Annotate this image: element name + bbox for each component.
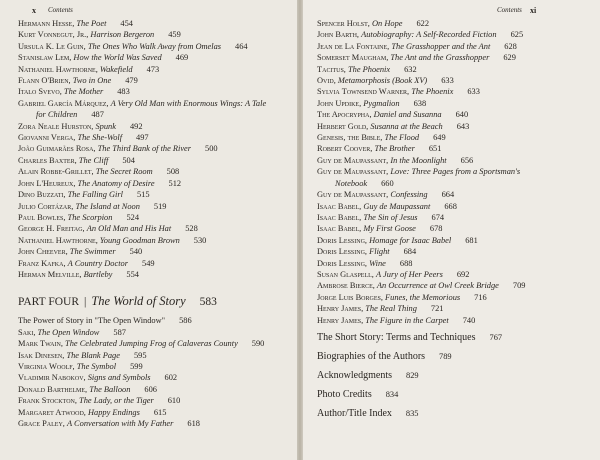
back-matter-sections — [317, 331, 594, 421]
right-page — [303, 0, 600, 460]
toc-entry-author: Sylvia Townsend Warner, — [317, 87, 410, 97]
toc-entry — [18, 52, 289, 63]
toc-entry-page: 678 — [429, 224, 443, 234]
part-separator: | — [84, 296, 87, 309]
toc-entry-author: Virginia Woolf, — [18, 361, 75, 371]
toc-entry-page: 519 — [153, 201, 167, 211]
toc-entry-page: 512 — [168, 178, 182, 188]
toc-entry-page: 483 — [117, 87, 130, 97]
toc-entry — [317, 269, 594, 280]
toc-entry — [18, 269, 289, 280]
toc-entry-title: The Figure in the Carpet — [365, 315, 449, 325]
toc-entry-author: Frank Stockton, — [18, 396, 77, 406]
toc-entry-author: Paul Bowles, — [18, 212, 66, 222]
toc-entry-page: 492 — [129, 121, 143, 131]
toc-entry-page: 643 — [456, 121, 470, 131]
toc-entry-title: Wine — [369, 258, 386, 268]
toc-entry-title: Signs and Symbols — [87, 373, 151, 383]
right-page-number: xi — [530, 6, 537, 15]
part-label: PART FOUR — [18, 296, 79, 309]
toc-entry-page: 660 — [381, 178, 394, 188]
toc-entry — [18, 189, 289, 200]
toc-list-left-bottom — [18, 327, 289, 430]
toc-entry-page: 497 — [136, 133, 149, 143]
toc-entry-author: Flann O'Brien, — [18, 76, 71, 86]
toc-entry-title: The Flood — [384, 133, 420, 143]
toc-entry-author: Susan Glaspell, — [317, 269, 374, 279]
back-matter-section — [317, 388, 594, 402]
left-running-head: Contents — [48, 6, 73, 14]
toc-entry-author: Guy de Maupassant, — [317, 167, 389, 177]
toc-entry-author: Tacitus, — [317, 64, 346, 74]
toc-entry-page: 638 — [413, 98, 427, 108]
toc-entry-title: The Grasshopper and the Ant — [391, 41, 491, 51]
toc-entry-page: 595 — [133, 350, 147, 360]
toc-entry-author: Zora Neale Hurston, — [18, 121, 94, 131]
back-matter-section — [317, 331, 594, 345]
toc-entry-page: 610 — [167, 396, 181, 406]
toc-entry-page: 628 — [504, 41, 517, 51]
part-intro-entry — [18, 315, 289, 326]
toc-entry-page: 625 — [510, 30, 524, 40]
toc-entry-page: 587 — [113, 327, 126, 337]
toc-entry-author: John L'Heureux, — [18, 178, 76, 188]
toc-entry-continuation — [317, 178, 594, 189]
toc-entry-author: Guy de Maupassant, — [317, 190, 389, 200]
toc-entry-page: 454 — [120, 19, 133, 28]
toc-entry-page: 473 — [146, 64, 160, 74]
toc-entry-author: Alain Robbe-Grillet, — [18, 167, 94, 177]
toc-entry — [18, 235, 289, 246]
toc-entry-title: Homage for Isaac Babel — [369, 235, 452, 245]
section-page: 829 — [406, 370, 419, 380]
toc-entry-author: Saki, — [18, 327, 36, 337]
toc-entry-title: Pygmalion — [363, 98, 400, 108]
toc-entry-page: 709 — [512, 281, 526, 291]
section-label: Acknowledgments — [317, 369, 392, 381]
toc-entry — [18, 212, 289, 223]
toc-entry — [18, 132, 289, 143]
toc-entry-page: 721 — [430, 304, 444, 314]
toc-entry-author: Hermann Hesse, — [18, 19, 75, 28]
toc-entry-title: Bartleby — [83, 269, 113, 279]
toc-entry — [317, 155, 594, 166]
toc-entry — [18, 29, 289, 40]
toc-entry — [18, 395, 289, 406]
toc-entry-author: Nathaniel Hawthorne, — [18, 235, 98, 245]
intro-title: The Power of Story in "The Open Window" — [18, 316, 166, 326]
toc-entry — [317, 109, 594, 120]
toc-entry-title: The Celebrated Jumping Frog of Calaveras County — [65, 339, 238, 349]
toc-entry — [317, 280, 594, 291]
toc-entry — [317, 132, 594, 143]
toc-entry-author: Grace Paley, — [18, 419, 65, 428]
toc-entry-author: Guy de Maupassant, — [317, 155, 389, 165]
toc-entry — [18, 361, 289, 372]
toc-entry — [18, 178, 289, 189]
toc-entry — [18, 98, 289, 121]
part-page: 583 — [199, 296, 217, 309]
toc-entry-title: Love: Three Pages from a Sportsman's — [390, 167, 521, 177]
toc-entry-author: John Barth, — [317, 30, 360, 40]
toc-entry-page: 469 — [175, 53, 189, 63]
toc-entry-page: 681 — [465, 235, 478, 245]
toc-entry-page: 674 — [431, 212, 445, 222]
toc-entry-author: Somerset Maugham, — [317, 53, 389, 63]
toc-entry — [18, 407, 289, 418]
toc-entry-title: In the Moonlight — [390, 155, 447, 165]
toc-entry — [18, 86, 289, 97]
toc-entry-title: The Phoenix — [347, 64, 391, 74]
toc-entry — [18, 155, 289, 166]
toc-entry-page: 633 — [467, 87, 480, 97]
toc-entry-page: 656 — [460, 155, 474, 165]
toc-entry-page: 622 — [416, 19, 430, 28]
toc-entry — [18, 41, 289, 52]
toc-entry-page: 479 — [125, 76, 138, 86]
toc-entry-title: The Symbol — [76, 361, 117, 371]
toc-entry-author: Dino Buzzati, — [18, 190, 66, 200]
toc-entry-author: Ovid, — [317, 76, 336, 86]
toc-entry — [18, 327, 289, 338]
toc-entry-page: 464 — [235, 41, 248, 51]
toc-entry-title: The Brother — [374, 144, 415, 154]
toc-entry — [18, 258, 289, 269]
toc-entry-author: Isak Dinesen, — [18, 350, 65, 360]
toc-entry-author: Doris Lessing, — [317, 258, 368, 268]
section-page: 834 — [385, 389, 399, 399]
toc-entry — [317, 212, 594, 223]
section-page: 767 — [489, 332, 503, 342]
toc-entry-page: 668 — [444, 201, 457, 211]
section-label: Author/Title Index — [317, 407, 392, 419]
toc-entry-author: Vladimir Nabokov, — [18, 373, 86, 383]
toc-entry-title: The Cliff — [78, 155, 109, 165]
right-running-head: Contents — [497, 6, 522, 14]
toc-entry — [317, 41, 594, 52]
toc-entry-title: The Lady, or the Tiger — [79, 396, 154, 406]
toc-entry-page: 615 — [153, 407, 167, 417]
toc-entry-author: Doris Lessing, — [317, 235, 368, 245]
toc-entry-title: The Swimmer — [69, 247, 116, 257]
toc-entry-author: Gabriel García Márquez, — [18, 98, 109, 108]
toc-entry-title: The Open Window — [37, 327, 100, 337]
toc-entry — [317, 292, 594, 303]
toc-entry-author: Spencer Holst, — [317, 19, 370, 28]
toc-entry — [317, 143, 594, 154]
toc-entry-author: The Apocrypha, — [317, 110, 372, 120]
toc-entry-author: João Guimarães Rosa, — [18, 144, 96, 154]
toc-entry — [18, 201, 289, 212]
toc-entry-author: Kurt Vonnegut, Jr., — [18, 30, 89, 40]
toc-entry-author: Genesis, the Bible, — [317, 133, 383, 143]
toc-entry-author: Jean de La Fontaine, — [317, 41, 390, 51]
toc-entry-title: The Secret Room — [95, 167, 153, 177]
toc-entry-title: An Old Man and His Hat — [86, 224, 172, 234]
toc-entry — [317, 121, 594, 132]
toc-entry-title: The Third Bank of the River — [97, 144, 192, 154]
toc-entry-author: Isaac Babel, — [317, 201, 362, 211]
intro-page: 586 — [179, 316, 192, 326]
toc-entry-title: The Real Thing — [365, 304, 417, 314]
toc-entry-page: 692 — [456, 269, 470, 279]
toc-entry-page: 549 — [142, 258, 155, 268]
toc-entry-title: Two in One — [72, 76, 112, 86]
left-page — [0, 0, 297, 460]
right-page-header — [317, 6, 594, 18]
toc-entry-title: A Jury of Her Peers — [376, 269, 443, 279]
toc-entry — [317, 166, 594, 189]
toc-entry-title: The Balloon — [89, 384, 131, 394]
toc-entry-title: My First Goose — [363, 224, 416, 234]
toc-entry-page: 599 — [130, 361, 143, 371]
section-label: The Short Story: Terms and Techniques — [317, 331, 476, 343]
toc-entry-author: Doris Lessing, — [317, 247, 368, 257]
toc-entry-page: 629 — [503, 53, 516, 63]
toc-entry-title: The Blank Page — [66, 350, 120, 360]
toc-entry — [317, 315, 594, 326]
toc-entry-author: John Cheever, — [18, 247, 68, 257]
toc-entry-title: How the World Was Saved — [73, 53, 162, 63]
toc-entry — [317, 75, 594, 86]
toc-entry-title: The Scorpion — [67, 212, 113, 222]
toc-entry-title: Autobiography: A Self-Recorded Fiction — [361, 30, 497, 40]
toc-entry-page: 684 — [403, 247, 417, 257]
toc-entry-continuation — [18, 109, 289, 120]
toc-entry-page: 716 — [474, 292, 487, 302]
section-label: Biographies of the Authors — [317, 350, 426, 362]
toc-list-left-top — [18, 18, 289, 280]
toc-entry — [18, 384, 289, 395]
toc-entry-title: Metamorphosis (Book XV) — [337, 76, 428, 86]
toc-entry — [317, 18, 594, 29]
toc-entry-page: 618 — [187, 419, 200, 428]
toc-entry — [18, 121, 289, 132]
toc-entry-title: Flight — [369, 247, 390, 257]
toc-entry-page: 508 — [166, 167, 180, 177]
toc-entry-page: 530 — [193, 235, 207, 245]
toc-entry — [18, 75, 289, 86]
toc-entry — [18, 18, 289, 29]
toc-entry — [317, 258, 594, 269]
toc-entry — [317, 29, 594, 40]
toc-entry-page: 504 — [122, 155, 135, 165]
toc-entry-author: Italo Svevo, — [18, 87, 62, 97]
toc-entry-author: Stanislaw Lem, — [18, 53, 72, 63]
toc-entry-page: 554 — [126, 269, 139, 279]
toc-list-right — [317, 18, 594, 326]
toc-entry-page: 487 — [91, 110, 104, 120]
toc-entry — [317, 98, 594, 109]
toc-entry — [18, 246, 289, 257]
toc-entry — [18, 143, 289, 154]
toc-entry — [317, 246, 594, 257]
left-page-number: x — [32, 6, 36, 15]
toc-entry-author: Henry James, — [317, 315, 364, 325]
toc-entry — [317, 201, 594, 212]
toc-entry-author: Henry James, — [317, 304, 364, 314]
toc-entry — [317, 223, 594, 234]
toc-entry — [317, 86, 594, 97]
toc-entry-title: Young Goodman Brown — [99, 235, 180, 245]
toc-entry-page: 688 — [399, 258, 413, 268]
toc-entry-title: A Very Old Man with Enormous Wings: A Tale — [110, 98, 267, 108]
part-title: The World of Story — [91, 294, 186, 309]
toc-entry-page: 606 — [144, 384, 157, 394]
toc-entry — [317, 303, 594, 314]
toc-entry-author: Nathaniel Hawthorne, — [18, 64, 98, 74]
toc-entry-page: 740 — [462, 315, 476, 325]
toc-entry-author: George H. Freitag, — [18, 224, 85, 234]
toc-entry-page: 633 — [441, 76, 454, 86]
toc-entry-title: Confessing — [390, 190, 428, 200]
toc-entry-title: The Poet — [76, 19, 107, 28]
toc-entry-author: Franz Kafka, — [18, 258, 66, 268]
toc-entry-title: The She-Wolf — [77, 133, 123, 143]
toc-entry — [18, 350, 289, 361]
toc-entry-author: Robert Coover, — [317, 144, 373, 154]
back-matter-section — [317, 350, 594, 364]
toc-entry — [18, 223, 289, 234]
toc-entry-title-cont: for Children — [36, 110, 78, 120]
toc-entry-author: Julio Cortázar, — [18, 201, 74, 211]
toc-entry-title: A Country Doctor — [67, 258, 128, 268]
back-matter-section — [317, 369, 594, 383]
toc-entry-title: Happy Endings — [87, 407, 140, 417]
toc-entry-author: Ambrose Bierce, — [317, 281, 375, 291]
toc-entry-author: Giovanni Verga, — [18, 133, 76, 143]
left-page-header — [18, 6, 289, 18]
toc-entry-title: The Ant and the Grasshopper — [390, 53, 490, 63]
toc-entry-title: Spunk — [95, 121, 116, 131]
toc-entry-page: 515 — [136, 190, 150, 200]
toc-entry-title: The Phoenix — [411, 87, 454, 97]
toc-entry — [18, 338, 289, 349]
toc-entry — [18, 166, 289, 177]
toc-entry-page: 602 — [164, 373, 178, 383]
toc-entry-title: Guy de Maupassant — [363, 201, 431, 211]
toc-entry-author: Herman Melville, — [18, 269, 82, 279]
toc-entry-page: 528 — [185, 224, 198, 234]
toc-entry-page: 524 — [126, 212, 139, 222]
toc-entry-title: The Anatomy of Desire — [77, 178, 155, 188]
toc-entry-page: 500 — [205, 144, 218, 154]
toc-entry — [317, 64, 594, 75]
toc-entry-page: 664 — [441, 190, 455, 200]
toc-entry-title: A Conversation with My Father — [67, 419, 174, 428]
toc-entry-author: Isaac Babel, — [317, 224, 362, 234]
toc-entry-author: Jorge Luis Borges, — [317, 292, 383, 302]
toc-entry-title: The Island at Noon — [75, 201, 140, 211]
toc-entry-author: Margaret Atwood, — [18, 407, 86, 417]
toc-entry-page: 632 — [404, 64, 417, 74]
toc-entry-author: John Updike, — [317, 98, 362, 108]
toc-entry-author: Charles Baxter, — [18, 155, 77, 165]
toc-entry — [317, 52, 594, 63]
toc-entry-title: Wakefield — [99, 64, 133, 74]
toc-entry-title: Susanna at the Beach — [370, 121, 443, 131]
toc-entry-page: 649 — [433, 133, 446, 143]
toc-entry-author: Mark Twain, — [18, 339, 63, 349]
toc-entry-title: The Falling Girl — [67, 190, 123, 200]
toc-entry-page: 590 — [251, 339, 265, 349]
toc-entry-title-cont: Notebook — [335, 178, 368, 188]
toc-entry-page: 540 — [129, 247, 143, 257]
toc-entry-author: Herbert Gold, — [317, 121, 369, 131]
toc-entry-title: The Ones Who Walk Away from Omelas — [87, 41, 222, 51]
part-heading — [18, 294, 289, 309]
toc-entry — [18, 418, 289, 429]
toc-entry-title: Daniel and Susanna — [373, 110, 442, 120]
toc-entry-title: The Sin of Jesus — [363, 212, 418, 222]
toc-entry-title: On Hope — [372, 19, 403, 28]
section-page: 789 — [439, 351, 452, 361]
section-page: 835 — [405, 408, 419, 418]
back-matter-section — [317, 407, 594, 421]
toc-entry-title: The Mother — [63, 87, 104, 97]
toc-entry-page: 651 — [428, 144, 442, 154]
section-label: Photo Credits — [317, 388, 372, 400]
toc-entry-author: Ursula K. Le Guin, — [18, 41, 86, 51]
toc-entry-author: Isaac Babel, — [317, 212, 362, 222]
toc-entry — [18, 372, 289, 383]
toc-entry-page: 640 — [455, 110, 469, 120]
toc-entry-title: Funes, the Memorious — [385, 292, 461, 302]
toc-entry — [317, 235, 594, 246]
toc-entry-page: 459 — [168, 30, 181, 40]
toc-entry-title: Harrison Bergeron — [90, 30, 155, 40]
toc-entry — [18, 64, 289, 75]
toc-entry-title: An Occurrence at Owl Creek Bridge — [376, 281, 499, 291]
toc-entry — [317, 189, 594, 200]
toc-entry-author: Donald Barthelme, — [18, 384, 88, 394]
